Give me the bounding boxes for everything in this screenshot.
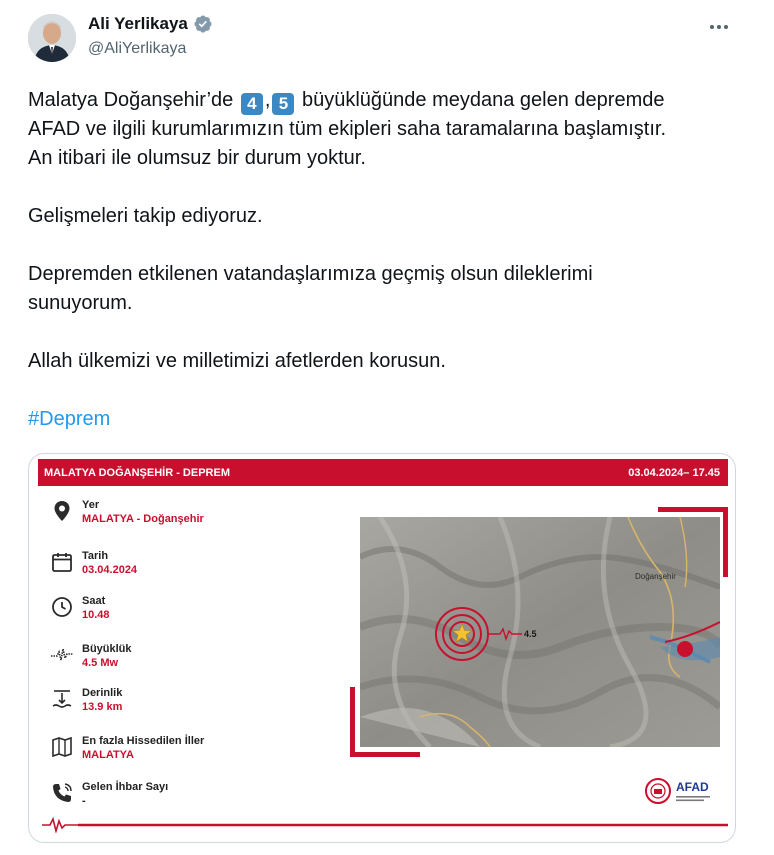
author-handle[interactable]: @AliYerlikaya (88, 40, 187, 57)
keycap-emoji: 4 (241, 93, 263, 115)
tweet-line: Gelişmeleri takip ediyoruz. (28, 205, 263, 227)
info-value: MALATYA - Doğanşehir (82, 513, 204, 525)
afad-logo (644, 777, 714, 813)
info-label: Derinlik (82, 687, 123, 699)
phone-icon (50, 781, 74, 805)
info-label: Büyüklük (82, 643, 132, 655)
info-value: - (82, 795, 86, 807)
banner-title: MALATYA DOĞANŞEHİR - DEPREM (44, 467, 230, 479)
map-icon (50, 735, 74, 759)
text-segment: , (264, 89, 271, 111)
info-value: MALATYA (82, 749, 134, 761)
hashtag-link[interactable]: #Deprem (28, 408, 111, 430)
info-value: 10.48 (82, 609, 110, 621)
media-card[interactable] (28, 453, 736, 843)
info-label: Yer (82, 499, 100, 511)
info-label: En fazla Hissedilen İller (82, 735, 205, 747)
infographic-banner (38, 459, 728, 486)
info-label: Tarih (82, 550, 109, 562)
tweet-line: Allah ülkemizi ve milletimizi afetlerden korusun. (28, 350, 446, 372)
tweet-line: AFAD ve ilgili kurumlarımızın tüm ekipleri saha taramalarına başlamıştır. (28, 118, 666, 140)
footer-seismic-line (38, 815, 728, 833)
seismic-wave-icon (50, 643, 74, 667)
epicenter-map (350, 507, 728, 757)
text-segment: büyüklüğünde meydana gelen depremde (296, 89, 665, 111)
clock-icon (50, 595, 74, 619)
depth-icon (50, 687, 74, 711)
tweet-text (28, 86, 748, 434)
text-segment: Malatya Doğanşehir’de (28, 89, 239, 111)
banner-date: 03.04.2024– 17.45 (628, 467, 720, 479)
avatar[interactable] (28, 14, 76, 62)
frame-corner (658, 507, 728, 577)
tweet-line (28, 86, 748, 115)
map-town-label: Doğanşehir (635, 572, 676, 581)
display-name[interactable]: Ali Yerlikaya (88, 14, 188, 33)
afad-logo-text: AFAD (676, 780, 709, 794)
info-label: Saat (82, 595, 106, 607)
tweet-line: An itibari ile olumsuz bir durum yoktur. (28, 147, 366, 169)
afad-emblem-icon (644, 777, 672, 805)
calendar-icon (50, 550, 74, 574)
info-value: 13.9 km (82, 701, 123, 713)
verified-badge-icon (193, 14, 213, 34)
info-label: Gelen İhbar Sayı (82, 781, 169, 793)
info-value: 03.04.2024 (82, 564, 138, 576)
tweet-line: sunuyorum. (28, 292, 133, 314)
info-value: 4.5 Mw (82, 657, 119, 669)
afad-subtitle-icon (676, 795, 712, 803)
more-options-icon[interactable] (710, 20, 732, 34)
keycap-emoji: 5 (272, 93, 294, 115)
map-magnitude-label: 4.5 (524, 629, 537, 639)
frame-corner (350, 687, 420, 757)
tweet-line: Depremden etkilenen vatandaşlarımıza geçmiş olsun dileklerimi (28, 263, 593, 285)
location-pin-icon (50, 499, 74, 523)
author-name-row[interactable] (88, 14, 213, 34)
earthquake-infographic (38, 459, 728, 833)
